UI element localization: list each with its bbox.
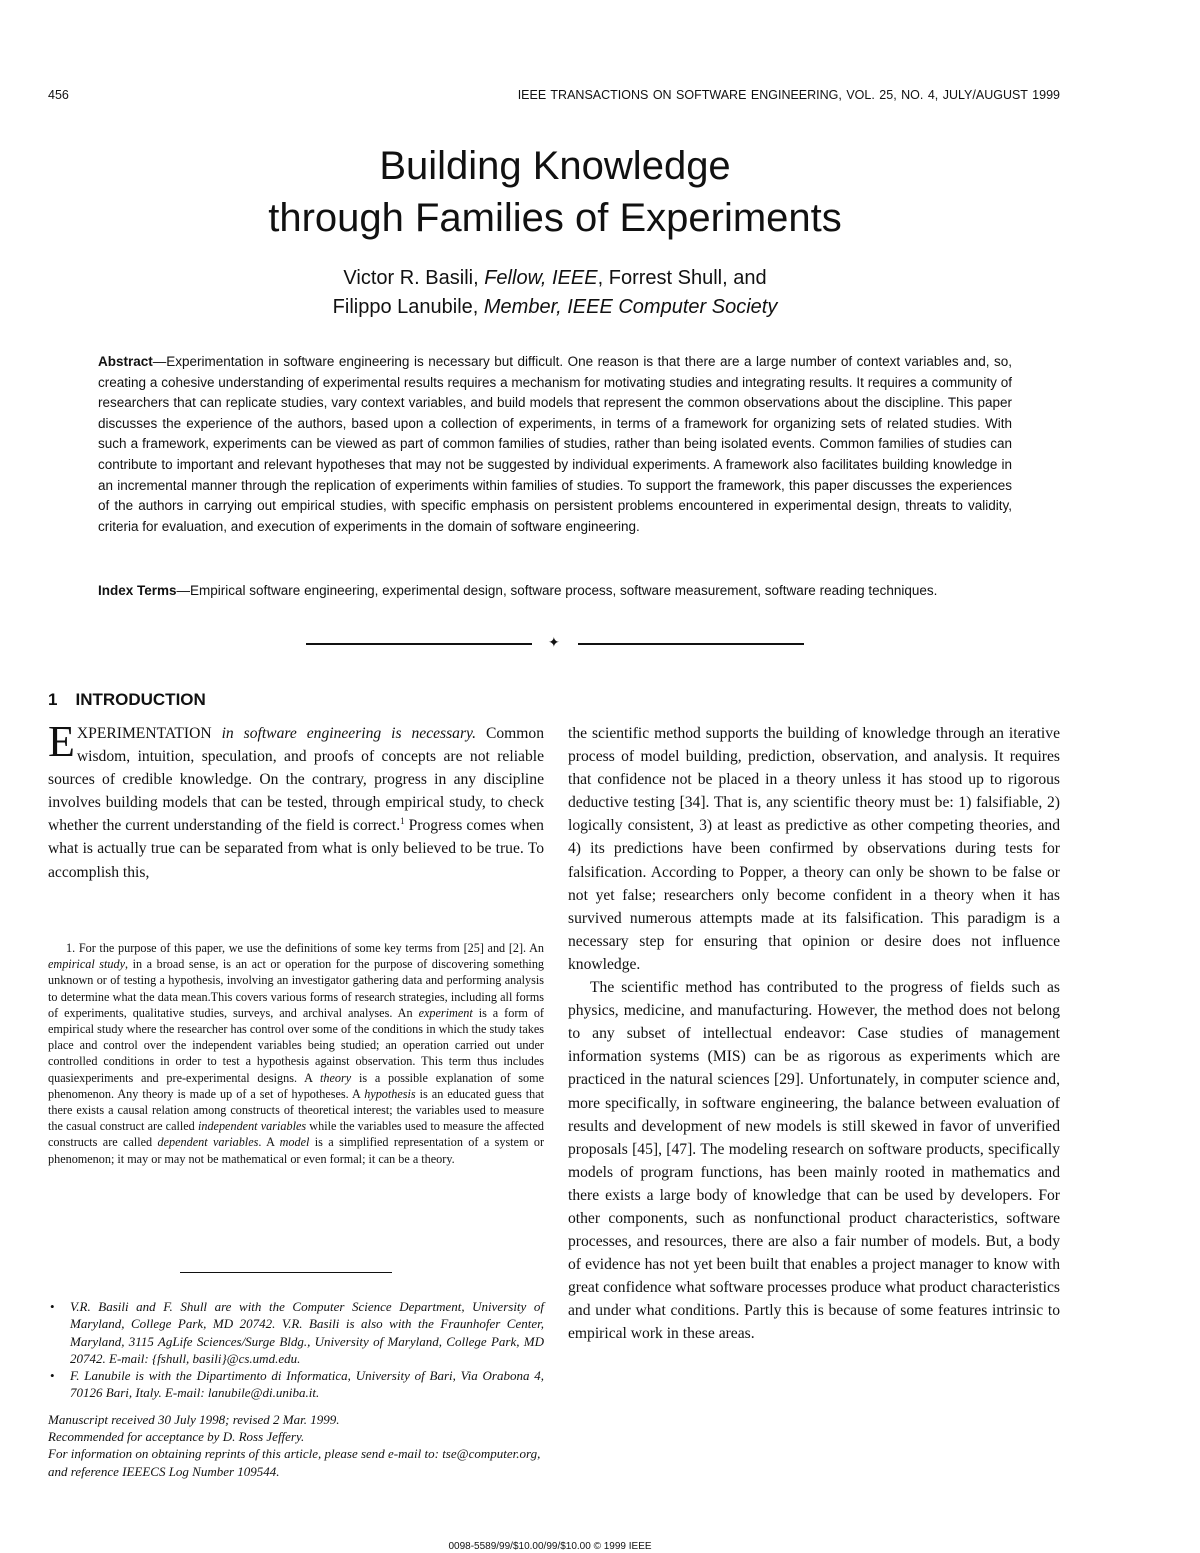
- intro-text-2: Progress comes when what is actually true can be separated from what is only believed to be true. To accomplish this,: [48, 817, 544, 881]
- body-column-right: [568, 722, 1060, 1346]
- manuscript-info: [48, 1411, 544, 1480]
- copyright-line: 0098-5589/99/$10.00/99/$10.00 © 1999 IEEE: [448, 1541, 652, 1552]
- footnote-segment: , in a broad sense, is an act or operation for the purpose of discovering something unknown or of testing a hypothesis, involving an investigator gathering data and performing analysis to determine what the data mean.This covers various forms of research strategies, including all forms of experiments, qualitative studies, surveys, and archival analyses. An: [48, 957, 545, 1020]
- footnote-segment: is a form of empirical study where the researcher has control over some of the conditions in which the study takes place and control over the independent variables being studied; an operation carried out under controlled conditions in order to test a hypothesis against observation. This term thus includes quasiexperiments and pre-experimental designs. A: [48, 1005, 544, 1085]
- body-column-left: [48, 717, 545, 884]
- section-heading: [48, 690, 206, 710]
- footnote-segment: . A: [258, 1135, 280, 1150]
- term-experiment: experiment: [418, 1005, 473, 1020]
- author-basili-role: Fellow, IEEE: [484, 267, 598, 289]
- footnote-segment: is a possible explanation of some phenomenon. Any theory is made up of a set of hypotheses. A: [48, 1070, 544, 1101]
- intro-lead-italic: in software engineering is necessary.: [211, 725, 477, 742]
- affiliation-item: [48, 1298, 544, 1367]
- footnote-segment: is a simplified representation of a system or phenomenon; it may or may not be mathematical or even formal; it can be a theory.: [48, 1135, 545, 1166]
- abstract-text: —Experimentation in software engineering is necessary but difficult. One reason is that there are a large number of context variables and, so, creating a cohesive understanding of experimental results requires a mechanism for motivating studies and integrating results. It requires a community of researchers that can replicate studies, vary context variables, and build models that represent the common observations about the discipline. This paper discusses the experience of the authors, based upon a collection of experiments, in terms of a framework for organizing sets of related studies. With such a framework, experiments can be viewed as part of common families of studies, rather than being isolated events. Common families of studies can contribute to important and relevant hypotheses that may not be suggested by individual experiments. A framework also facilitates building knowledge in an incremental manner through the replication of experiments within families of studies. To support the framework, this paper discusses the experiences of the authors in carrying out empirical studies, with specific emphasis on persistent problems encountered in experimental design, threats to validity, criteria for evaluation, and execution of experiments in the domain of software engineering.: [98, 354, 1012, 534]
- footnote-segment: 1. For the purpose of this paper, we use the definitions of some key terms from [25] and [2]. An: [66, 941, 544, 955]
- term-hypothesis: hypothesis: [364, 1086, 416, 1101]
- author-lanubile-role: Member, IEEE Computer Society: [483, 296, 778, 318]
- section-divider: [306, 636, 804, 652]
- paper-title: [0, 140, 1110, 244]
- bullet-icon: •: [50, 1299, 55, 1314]
- divider-rule-left: [306, 643, 532, 645]
- index-terms-label: Index Terms: [98, 583, 177, 598]
- affiliation-item: [48, 1367, 544, 1402]
- divider-diamond-icon: ✦: [548, 636, 560, 651]
- manuscript-dates: Manuscript received 30 July 1998; revised 2 Mar. 1999.: [48, 1411, 340, 1427]
- affiliation-basili-shull: V.R. Basili and F. Shull are with the Computer Science Department, University of Maryland, College Park, MD 20742. V.R. Basili is also with the Fraunhofer Center, Maryland, 3115 AgLife Sciences/Surge Bldg., University of Maryland, College Park, MD 20742. E-mail: {fshull, basili}@cs.umd.edu.: [70, 1299, 544, 1366]
- divider-rule-right: [578, 643, 804, 645]
- recommended-by: Recommended for acceptance by D. Ross Jeffery.: [48, 1429, 305, 1445]
- footnote-text: [48, 940, 544, 1167]
- section-title: INTRODUCTION: [75, 690, 206, 709]
- running-head: [48, 88, 1060, 106]
- abstract: [98, 352, 1012, 537]
- term-theory: theory: [320, 1070, 352, 1085]
- term-independent-variables: independent variables: [197, 1119, 307, 1134]
- title-line-1: Building Knowledge: [379, 144, 731, 188]
- affiliations: [48, 1298, 544, 1480]
- term-empirical-study: empirical study: [48, 957, 125, 972]
- author-line-1: [0, 264, 1110, 293]
- author-basili: Victor R. Basili,: [343, 267, 479, 289]
- footnote: [48, 940, 544, 1167]
- footnote-marker: 1: [400, 816, 405, 827]
- title-line-2: through Families of Experiments: [268, 196, 842, 240]
- intro-paragraph: [48, 717, 545, 884]
- intro-text: Common wisdom, intuition, speculation, and proofs of concepts are not reliable sources of credible knowledge. On the contrary, progress in any discipline involves building models that can be tested, through empirical study, to check whether the current understanding of the field is correct.: [48, 725, 545, 835]
- author-block: [0, 264, 1110, 322]
- body-paragraph: The scientific method has contributed to the progress of fields such as physics, medicine, and manufacturing. However, the method does not belong to any subset of intellectual endeavor: Case studies of management information systems (MIS) can be as rigorous as experiments which are practiced in the natural sciences [29]. Unfortunately, in computer science and, more specifically, in software engineering, the balance between evaluation of results and development of new models is still skewed in favor of unverified proposals [45], [47]. The modeling research on software products, specifically models of program functions, has been mainly rooted in mathematics and there exists a large body of knowledge that can be used by developers. For other components, such as nonfunctional product characteristics, software processes, and resources, there are also a fair number of models. But, a body of evidence has not yet been built that enables a project manager to know with great confidence what software processes produce what product characteristics and under what conditions. Partly this is because of some features intrinsic to empirical work in these areas.: [568, 979, 1060, 1343]
- journal-citation: IEEE TRANSACTIONS ON SOFTWARE ENGINEERING, VOL. 25, NO. 4, JULY/AUGUST 1999: [517, 88, 1060, 102]
- affiliation-lanubile: F. Lanubile is with the Dipartimento di Informatica, University of Bari, Via Orabona 4, 70126 Bari, Italy. E-mail: lanubile@di.uniba.it.: [70, 1368, 544, 1401]
- abstract-label: Abstract: [98, 354, 153, 369]
- bullet-icon: •: [50, 1368, 55, 1384]
- term-dependent-variables: dependent variables: [157, 1135, 259, 1150]
- reprints-info: For information on obtaining reprints of this article, please send e-mail to: tse@computer.org, and reference IEEECS Log Number 109544.: [48, 1446, 541, 1479]
- index-terms: [98, 581, 1012, 602]
- index-terms-text: —Empirical software engineering, experimental design, software process, software measurement, software reading techniques.: [176, 583, 938, 598]
- intro-lead-caps: XPERIMENTATION: [76, 725, 212, 742]
- section-number: 1: [48, 690, 58, 709]
- term-model: model: [279, 1135, 310, 1150]
- footnote-rule: [180, 1272, 392, 1273]
- page-number: 456: [48, 88, 69, 102]
- author-lanubile: Filippo Lanubile,: [332, 296, 479, 318]
- footnote-segment: while the variables used to measure the affected constructs are called: [48, 1119, 544, 1150]
- body-paragraph: the scientific method supports the building of knowledge through an iterative process of model building, prediction, observation, and analysis. It requires that confidence not be placed in a theory unless it has stood up to rigorous deductive testing [34]. That is, any scientific theory must be: 1) falsifiable, 2) logically consistent, 3) at least as predictive as other competing theories, and 4) its predictions have been confirmed by observations during tests for falsification. According to Popper, a theory can only be shown to be false or not yet false; researchers only become confident in a theory when it has survived numerous attempts made at its falsification. This paradigm is a necessary step for ensuring that opinion or desire does not influence knowledge.: [568, 725, 1060, 973]
- footnote-segment: is an educated guess that there exists a causal relation among constructs of theoretical interest; the variables used to measure the casual construct are called: [48, 1086, 545, 1134]
- author-line-2: [0, 293, 1110, 322]
- drop-cap: E: [48, 717, 75, 766]
- author-shull: , Forrest Shull, and: [597, 267, 767, 289]
